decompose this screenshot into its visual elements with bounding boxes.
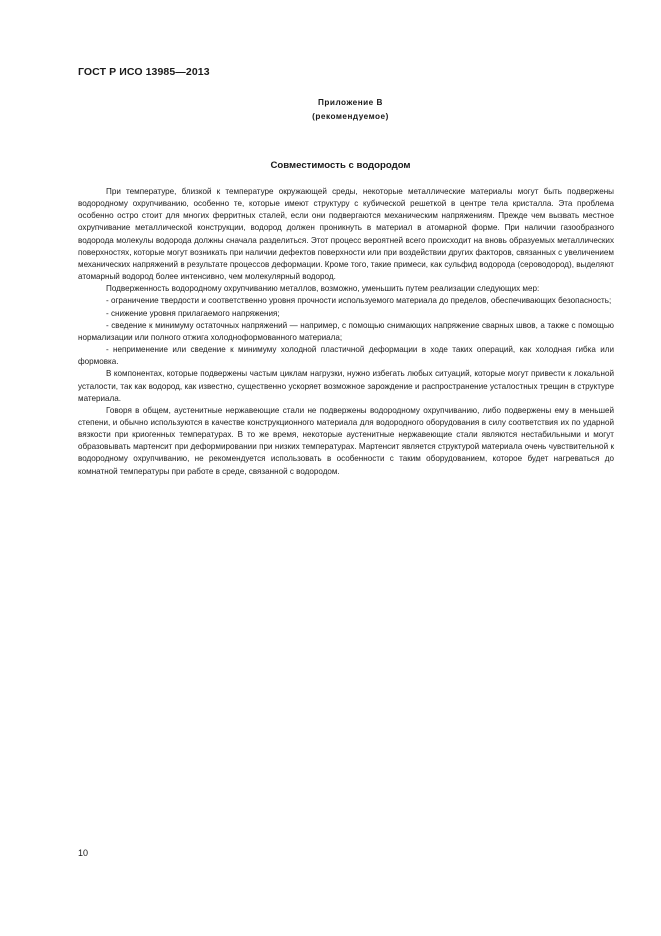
appendix-title: Приложение В xyxy=(318,98,383,107)
paragraph-austenitic-steels: Говоря в общем, аустенитные нержавеющие стали не подвержены водородному охрупчиванию, либо подвержены ему в меньшей степени, и обычно используются в качестве конструкционного материала для водородного оборудования в силу соответствия их по ударной вязкости при криогенных температурах. В то же время, некоторые аустенитные нержавеющие стали являются нестабильными и могут образовывать мартенсит при деформировании при низких температурах. Мартенсит является структурой материала очень чувствительной к водородному охрупчиванию, не рекомендуется использовать в особенности с таким оборудованием, которое будет нагреваться до комнатной температуры при работе в среде, связанной с водородом. xyxy=(78,405,614,476)
section-title: Совместимость с водородом xyxy=(270,160,411,171)
list-item-stress-reduction: - снижение уровня прилагаемого напряжения; xyxy=(106,308,280,318)
list-item-residual-stress: - сведение к минимуму остаточных напряжений — например, с помощью снимающих напряжение сварных швов, а также с помощью нормализации или полного отжига холоднoформованного материала; xyxy=(78,320,614,342)
paragraph-measures-intro: Подверженность водородному охрупчиванию металлов, возможно, уменьшить путем реализации следующих мер: xyxy=(106,284,540,294)
appendix-type: (рекомендуемое) xyxy=(312,112,389,121)
list-item-hardness-limit: - ограничение твердости и соответственно уровня прочности используемого материала до пределов, обеспечивающих безопасность; xyxy=(106,296,612,306)
page-number: 10 xyxy=(78,848,89,858)
body-text xyxy=(78,186,614,478)
list-item-cold-deformation: - неприменение или сведение к минимуму холодной пластичной деформации в ходе таких операций, как холодная гибка или формовка. xyxy=(78,345,614,367)
paragraph-fatigue: В компонентах, которые подвержены частым циклам нагрузки, нужно избегать любых ситуаций, которые могут привести к локальной усталости, так как водород, как известно, существенно ускоряет возможное зарождение и распространение усталостных трещин в структуре материала. xyxy=(78,369,614,403)
paragraph-hydrogen-embrittlement: При температуре, близкой к температуре окружающей среды, некоторые металлические материалы могут быть подвержены водородному охрупчиванию, особенно те, которые имеют структуру с кубической решеткой в центре тела кристалла. Эта проблема особенно остро стоит для многих ферритных сталей, если они подвергаются механическим напряжениям. Прежде чем вызвать местное охрупчивание металлической конструкции, водород должен проникнуть в материал в атомарной форме. При наличии газообразного водорода молекулы водорода должны сначала разделиться. Этот процесс вероятней всего происходит на вновь образуемых металлических поверхностях, которые могут возникать при наличии дефектов поверхности или при воздействии других факторов, связанных с увеличением механических напряжений в результате процессов деформации. Кроме того, такие примеси, как сульфид водорода (сероводород), выделяют атомарный водород более интенсивно, чем молекулярный водород. xyxy=(78,187,614,282)
document-header: ГОСТ Р ИСО 13985—2013 xyxy=(78,66,210,78)
